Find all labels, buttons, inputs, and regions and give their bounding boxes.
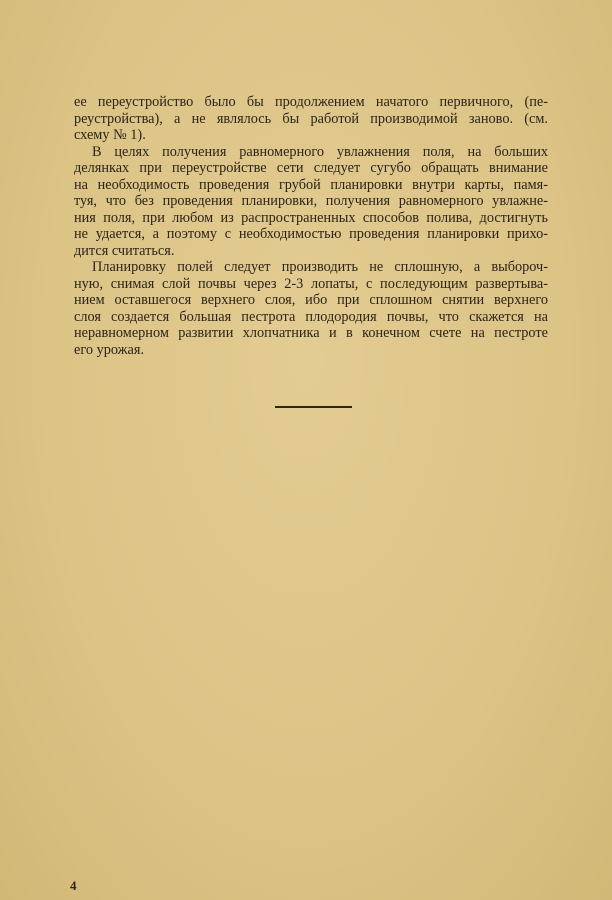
text-line: туя, что без проведения планировки, получения равномерного увлажне- xyxy=(74,193,548,209)
text-line: ную, снимая слой почвы через 2-3 лопаты, с последующим развертыва- xyxy=(74,275,548,292)
text-line: неравномерном развитии хлопчатника и в конечном счете на пестроте xyxy=(74,325,548,341)
text-line: ее переустройство было бы продолжением начатого первичного, (пе- xyxy=(74,94,548,110)
section-divider xyxy=(275,406,352,408)
text-line: делянках при переустройстве сети следует сугубо обращать внимание xyxy=(74,160,548,176)
text-line: Планировку полей следует производить не сплошную, а выбороч- xyxy=(92,259,548,275)
text-line: дится считаться. xyxy=(74,242,175,259)
text-line: нием оставшегося верхнего слоя, ибо при сплошном снятии верхнего xyxy=(74,292,548,308)
text-line: схему № 1). xyxy=(74,127,146,143)
text-line: на необходимость проведения грубой планировки внутри карты, памя- xyxy=(74,176,548,193)
text-line: В целях получения равномерного увлажнения поля, на больших xyxy=(92,143,548,160)
text-line: не удается, а поэтому с необходимостью проведения планировки прихо- xyxy=(74,226,548,242)
text-line: его урожая. xyxy=(74,341,145,358)
text-line: ния поля, при любом из распространенных способов полива, достигнуть xyxy=(74,209,548,226)
page-number: 4 xyxy=(70,878,77,893)
body-text xyxy=(74,94,548,358)
text-line: слоя создается большая пестрота плодородия почвы, что скажется на xyxy=(74,308,548,325)
text-line: реустройства), а не являлось бы работой производимой заново. (см. xyxy=(74,110,548,127)
